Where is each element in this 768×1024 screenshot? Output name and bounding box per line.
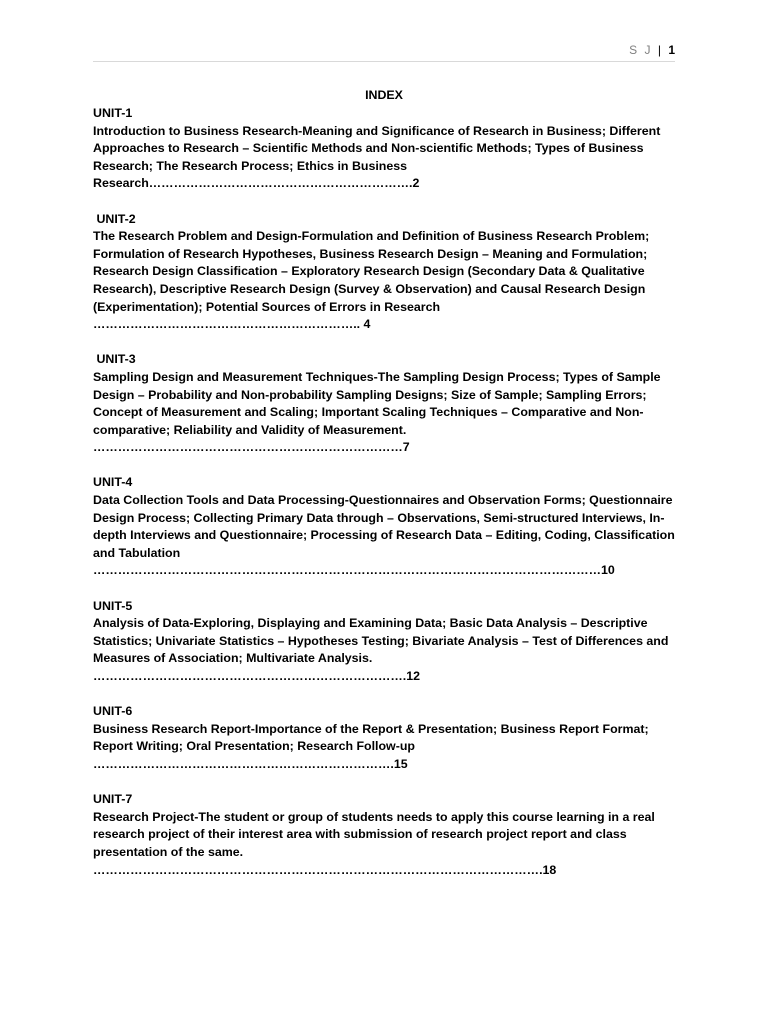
unit-description xyxy=(93,123,675,193)
unit-topics: Data Collection Tools and Data Processing-Questionnaires and Observation Forms; Questionnaire Design Process; Collecting Primary Data through – Observations, Semi-structured Interviews, In-depth Interviews and Questionnaire; Processing of Research Data – Editing, Coding, Classification and Tabulation …………………………………………………………………………………………………………… xyxy=(93,493,675,578)
unit-label: UNIT-6 xyxy=(93,704,133,719)
unit-description xyxy=(93,228,675,334)
unit-label: UNIT-5 xyxy=(93,598,133,613)
index-entry-unit-5 xyxy=(93,598,675,686)
index-title: INDEX xyxy=(365,88,403,102)
unit-label: UNIT-4 xyxy=(93,475,133,490)
unit-label: UNIT-1 xyxy=(93,106,133,120)
header-page-number: 1 xyxy=(668,43,675,57)
index-entry-unit-2 xyxy=(93,211,675,334)
unit-label: UNIT-7 xyxy=(93,792,133,807)
unit-page-number: 10 xyxy=(601,563,615,578)
unit-page-number: 18 xyxy=(542,862,557,877)
unit-label: UNIT-3 xyxy=(93,352,136,367)
index-entry-unit-6 xyxy=(93,703,675,773)
unit-description xyxy=(93,492,675,580)
unit-page-number: 12 xyxy=(406,669,421,683)
unit-description xyxy=(93,721,675,774)
unit-label: UNIT-2 xyxy=(93,211,136,226)
unit-description xyxy=(93,369,675,457)
unit-topics: Introduction to Business Research-Meaning and Significance of Research in Business; Different Approaches to Research – Scientific Methods and Non-scientific Methods; Types of Business Research; The Research Process; Ethics in Business Research………………………………………………………. xyxy=(93,123,661,191)
unit-page-number: 7 xyxy=(402,440,410,455)
header-separator: | xyxy=(657,43,661,57)
page-header xyxy=(93,40,675,62)
unit-topics: Business Research Report-Importance of the Report & Presentation; Business Report Format; Report Writing; Oral Presentation; Research Follow-up ………………………………………………………………. xyxy=(93,721,649,771)
unit-page-number: 4 xyxy=(363,317,371,332)
index-entry-unit-3 xyxy=(93,351,675,457)
index-entry-unit-4 xyxy=(93,474,675,580)
unit-description xyxy=(93,615,675,685)
unit-topics: The Research Problem and Design-Formulation and Definition of Business Research Problem; Formulation of Research Hypotheses, Business Research Design – Meaning and Formulation; Research Design Classification – Exploratory Research Design (Secondary Data & Qualitative Research), Descriptive Research Design (Survey & Observation) and Causal Research Design (Experimentation); Potential Sources of Errors in Research ……………………………………………………….. xyxy=(93,229,650,332)
unit-topics: Research Project-The student or group of students needs to apply this course learning in a real research project of their interest area with submission of research project report and class presentation of the same. ………………………………………………………………………………………………. xyxy=(93,809,655,877)
header-initials: S J xyxy=(629,43,653,57)
unit-topics: Analysis of Data-Exploring, Displaying and Examining Data; Basic Data Analysis – Descriptive Statistics; Univariate Statistics – Hypotheses Testing; Bivariate Analysis – Test of Differences and Measures of Association; Multivariate Analysis. …………………………………………………………………. xyxy=(93,616,669,683)
index-content xyxy=(93,87,675,897)
index-entry-unit-7 xyxy=(93,791,675,879)
index-entry-unit-1 xyxy=(93,105,675,193)
unit-page-number: 2 xyxy=(412,176,420,191)
unit-topics: Sampling Design and Measurement Techniques-The Sampling Design Process; Types of Sample Design – Probability and Non-probability Sampling Designs; Size of Sample; Sampling Errors; Concept of Measurement and Scaling; Important Scaling Techniques – Comparative and Non-comparative; Reliability and Validity of Measurement. ………………………………………………………………… xyxy=(93,369,661,455)
unit-description xyxy=(93,809,675,879)
unit-page-number: 15 xyxy=(393,756,408,771)
